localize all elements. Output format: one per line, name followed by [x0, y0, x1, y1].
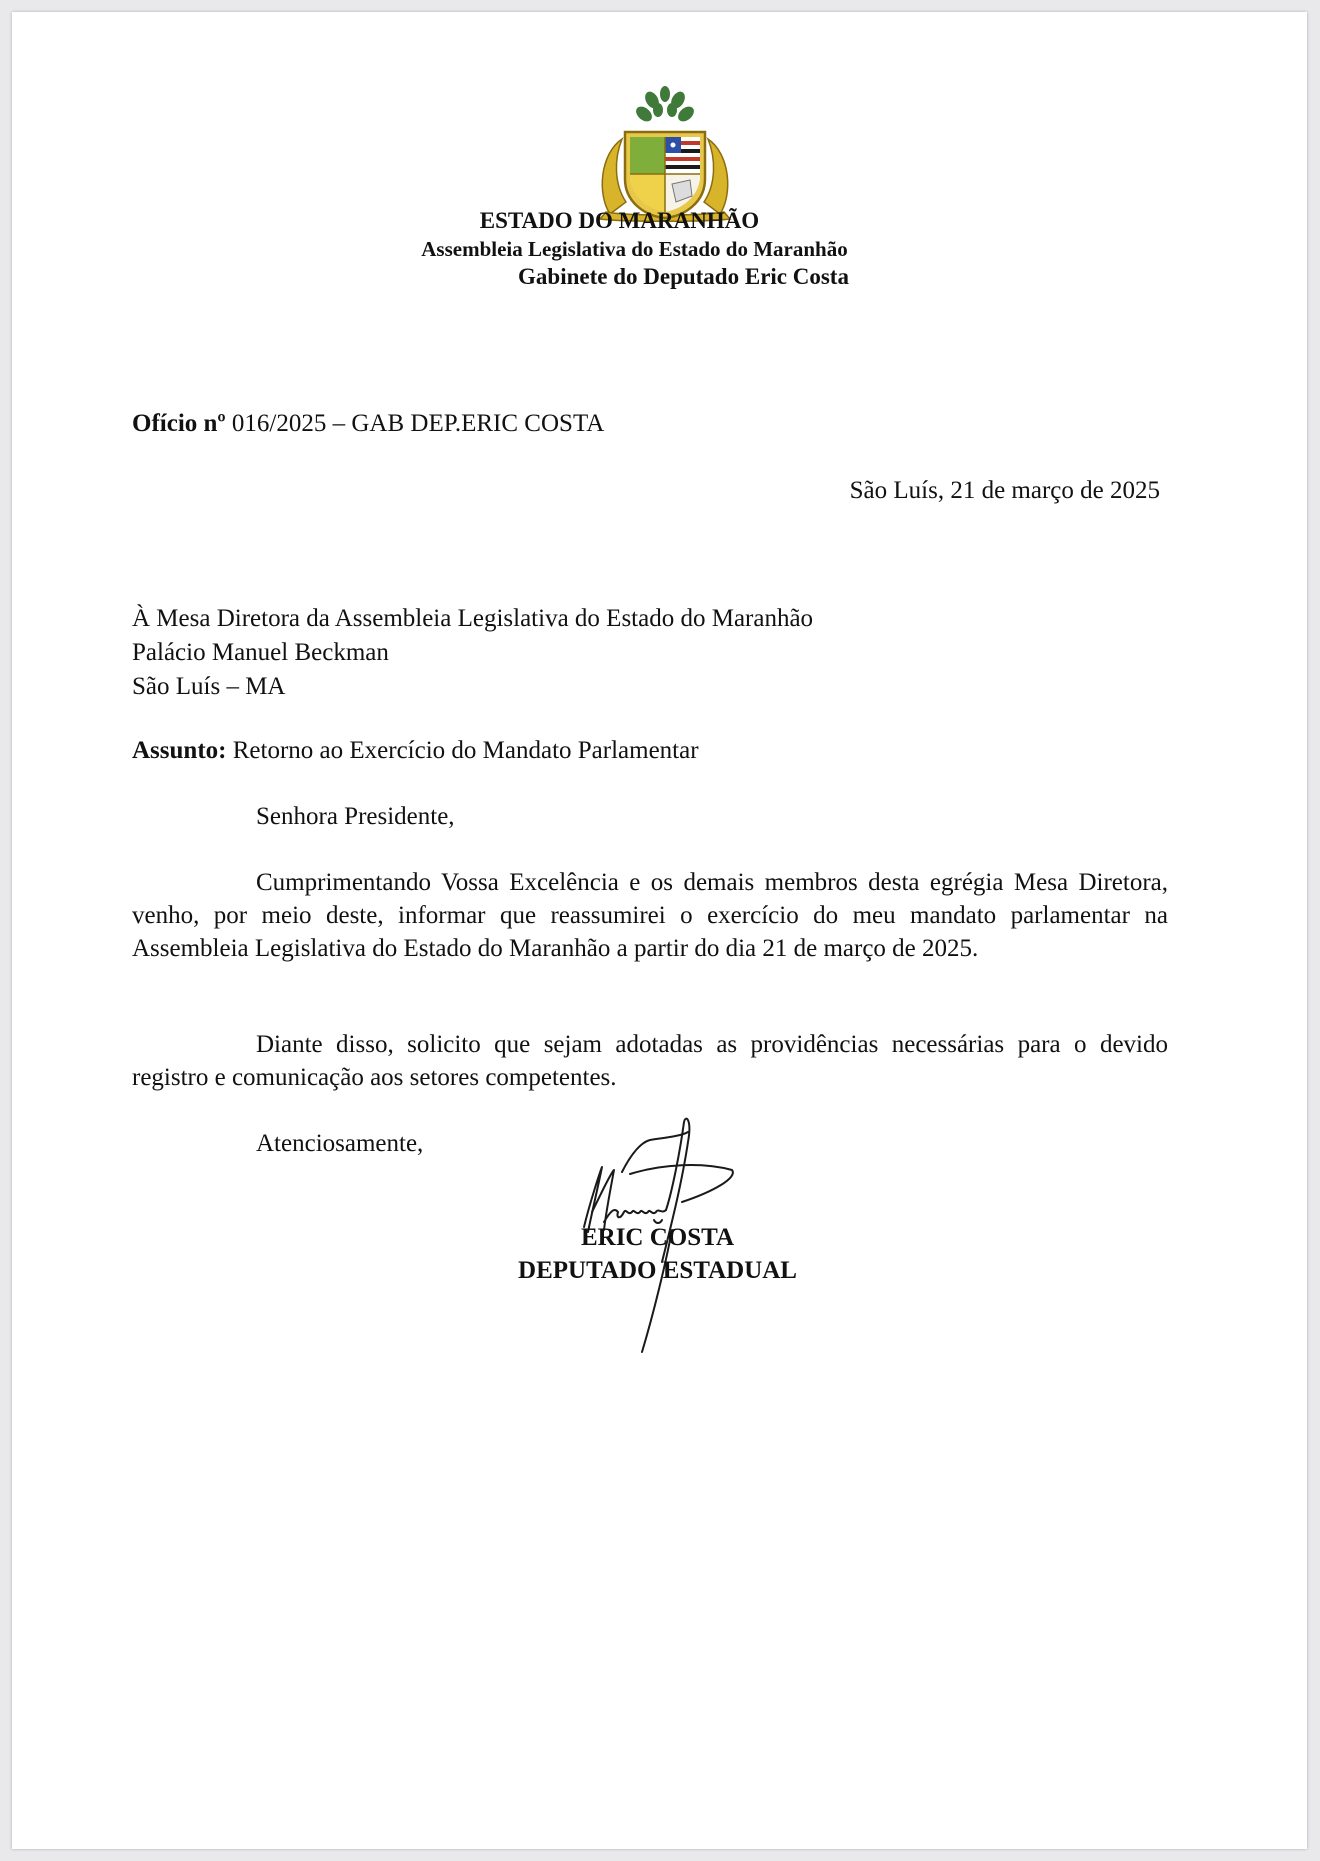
oficio-reference — [132, 407, 604, 440]
coat-of-arms-icon — [592, 84, 738, 224]
document-page — [12, 12, 1307, 1849]
address-line: Palácio Manuel Beckman — [132, 639, 389, 666]
subject-label: Assunto: — [132, 737, 227, 764]
oficio-label: Ofício nº — [132, 410, 226, 437]
letter-date: São Luís, 21 de março de 2025 — [849, 477, 1160, 504]
body-paragraph: Diante disso, solicito que sejam adotadas as providências necessárias para o devido registro e comunicação aos setores competentes. — [132, 1031, 1168, 1091]
subject-line — [132, 734, 699, 767]
closing: Atenciosamente, — [256, 1130, 424, 1157]
header-assembly: Assembleia Legislativa do Estado do Maranhão — [421, 237, 848, 261]
header-office: Gabinete do Deputado Eric Costa — [518, 264, 849, 289]
address-line: São Luís – MA — [132, 673, 286, 700]
oficio-number: 016/2025 – GAB DEP.ERIC COSTA — [225, 410, 605, 437]
signatory-name: ERIC COSTA — [580, 1224, 735, 1251]
subject-text: Retorno ao Exercício do Mandato Parlamentar — [226, 737, 699, 764]
address-line: À Mesa Diretora da Assembleia Legislativa do Estado do Maranhão — [132, 605, 814, 632]
body-paragraph: Cumprimentando Vossa Excelência e os demais membros desta egrégia Mesa Diretora, venho, por meio deste, informar que reassumirei o exercício do meu mandato parlamentar na Assembleia Legislativa do Estado do Maranhão a partir do dia 21 de março de 2025. — [132, 869, 1168, 962]
recipient-address — [132, 602, 813, 704]
header-state: ESTADO DO MARANHÃO — [479, 208, 760, 233]
greeting: Senhora Presidente, — [256, 803, 455, 830]
signatory-role: DEPUTADO ESTADUAL — [518, 1257, 797, 1284]
